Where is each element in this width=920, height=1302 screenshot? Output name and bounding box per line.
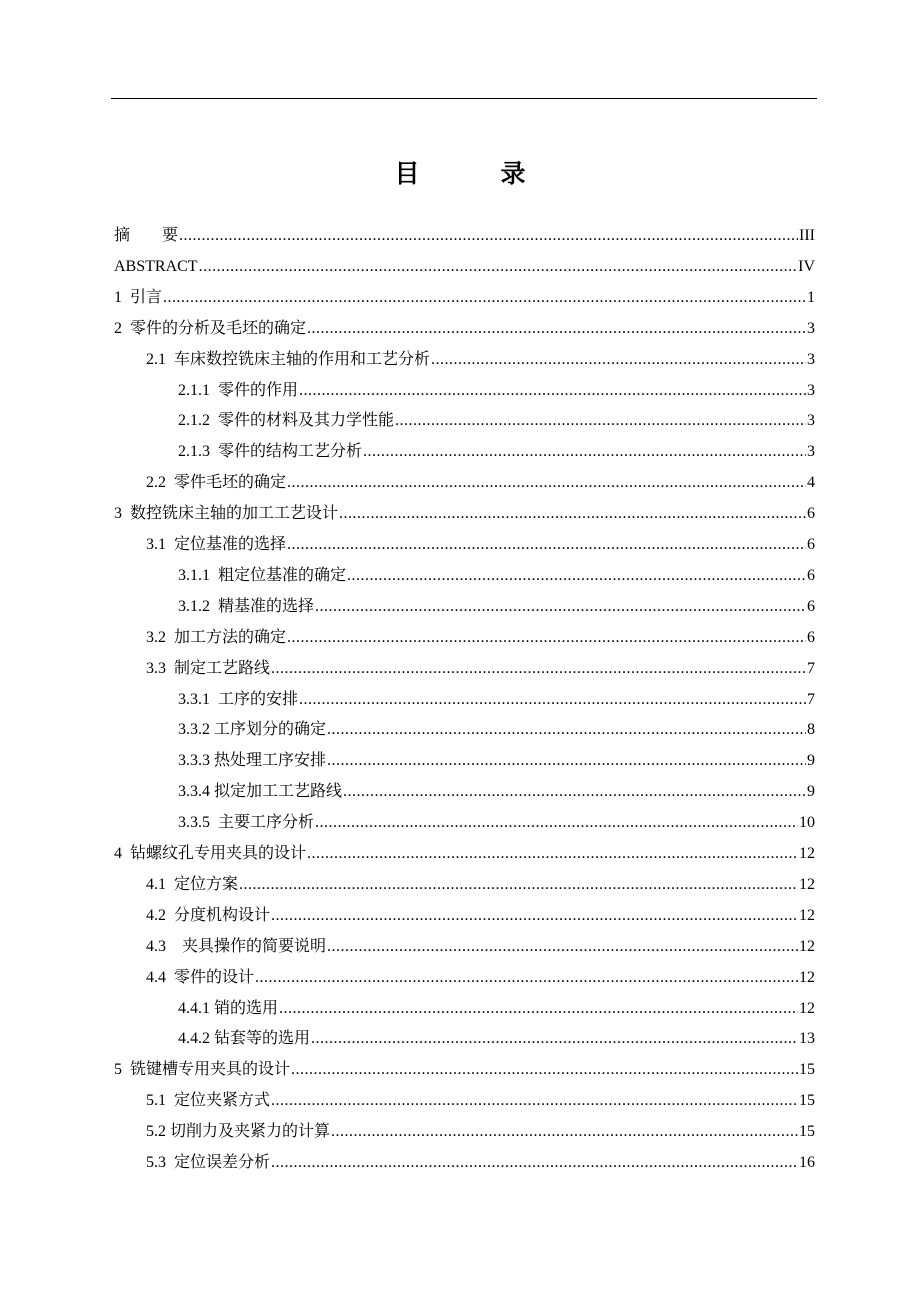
toc-entry-label: 3.3 制定工艺路线	[146, 660, 271, 677]
toc-entry-label: 5.3 定位误差分析	[146, 1154, 271, 1171]
toc-entry-label: 1 引言	[114, 289, 163, 306]
toc-entry-label: 4.3 夹具操作的简要说明	[146, 938, 327, 955]
toc-entry-label: 4 钻螺纹孔专用夹具的设计	[114, 845, 307, 862]
toc-entry[interactable]	[114, 286, 815, 310]
header-rule	[111, 98, 817, 99]
toc-entry[interactable]	[114, 1058, 815, 1082]
toc-entry-label: 2 零件的分析及毛坯的确定	[114, 320, 307, 337]
toc-leader-dots	[363, 440, 806, 464]
toc-page-number: 6	[807, 629, 815, 646]
toc-leader-dots	[315, 811, 798, 835]
toc-entry-label: 3.1.2 精基准的选择	[178, 598, 315, 615]
toc-entry-label: 4.2 分度机构设计	[146, 907, 271, 924]
toc-page-number: 10	[799, 814, 815, 831]
toc-entry-label: 3 数控铣床主轴的加工工艺设计	[114, 505, 339, 522]
toc-leader-dots	[287, 533, 806, 557]
toc-entry-label: 摘 要	[114, 227, 179, 244]
toc-leader-dots	[343, 780, 806, 804]
toc-page-number: 13	[799, 1030, 815, 1047]
toc-entry[interactable]	[146, 471, 815, 495]
toc-entry-label: 4.4.1 销的选用	[178, 1000, 279, 1017]
toc-leader-dots	[395, 409, 806, 433]
toc-page-number: 9	[807, 752, 815, 769]
toc-title: 目 录	[394, 159, 554, 188]
toc-leader-dots	[271, 657, 806, 681]
toc-page-number: 12	[799, 1000, 815, 1017]
toc-entry[interactable]	[178, 379, 815, 403]
toc-entry[interactable]	[178, 811, 815, 835]
toc-entry-label: 2.2 零件毛坯的确定	[146, 474, 287, 491]
toc-entry[interactable]	[114, 502, 815, 526]
toc-page-number: 6	[807, 598, 815, 615]
toc-entry[interactable]	[146, 626, 815, 650]
toc-entry[interactable]	[178, 718, 815, 742]
toc-page-number: 15	[799, 1123, 815, 1140]
toc-entry-label: 3.2 加工方法的确定	[146, 629, 287, 646]
toc-entry[interactable]	[178, 780, 815, 804]
toc-page-number: 3	[807, 320, 815, 337]
toc-page-number: 6	[807, 536, 815, 553]
toc-entry[interactable]	[178, 749, 815, 773]
toc-page-number: 12	[799, 969, 815, 986]
toc-entry-label: 2.1.2 零件的材料及其力学性能	[178, 412, 395, 429]
toc-page-number: 12	[799, 907, 815, 924]
toc-entry[interactable]	[146, 966, 815, 990]
toc-entry-label: 3.3.2 工序划分的确定	[178, 721, 327, 738]
toc-leader-dots	[239, 873, 798, 897]
toc-entry[interactable]	[178, 595, 815, 619]
toc-entry[interactable]	[178, 409, 815, 433]
toc-entry-label: 3.3.4 拟定加工工艺路线	[178, 783, 343, 800]
toc-leader-dots	[163, 286, 806, 310]
toc-leader-dots	[291, 1058, 798, 1082]
toc-leader-dots	[287, 471, 806, 495]
toc-page-number: 6	[807, 505, 815, 522]
toc-entry[interactable]	[114, 317, 815, 341]
toc-page-number: 8	[807, 721, 815, 738]
toc-page-number: 7	[807, 660, 815, 677]
toc-leader-dots	[307, 842, 798, 866]
toc-page-number: 15	[799, 1092, 815, 1109]
toc-leader-dots	[287, 626, 806, 650]
toc-page-number: 9	[807, 783, 815, 800]
toc-page-number: 6	[807, 567, 815, 584]
toc-entry-label: 3.3.1 工序的安排	[178, 691, 299, 708]
toc-entry[interactable]	[146, 1120, 815, 1144]
toc-entry[interactable]	[146, 348, 815, 372]
toc-entry-label: 4.4.2 钻套等的选用	[178, 1030, 311, 1047]
toc-leader-dots	[271, 904, 798, 928]
toc-leader-dots	[327, 718, 806, 742]
toc-page-number: 7	[807, 691, 815, 708]
toc-entry[interactable]	[146, 1089, 815, 1113]
toc-leader-dots	[179, 224, 798, 248]
toc-leader-dots	[327, 935, 798, 959]
toc-entry[interactable]	[146, 873, 815, 897]
toc-leader-dots	[199, 255, 798, 279]
toc-leader-dots	[311, 1027, 798, 1051]
toc-page-number: 1	[807, 289, 815, 306]
toc-page-number: 12	[799, 938, 815, 955]
toc-entry[interactable]	[178, 564, 815, 588]
toc-leader-dots	[431, 348, 806, 372]
toc-entry[interactable]	[178, 1027, 815, 1051]
toc-leader-dots	[347, 564, 806, 588]
toc-page-number: 3	[807, 443, 815, 460]
toc-entry[interactable]	[146, 935, 815, 959]
toc-entry[interactable]	[146, 533, 815, 557]
toc-entry[interactable]	[178, 440, 815, 464]
toc-entry-label: 5 铣键槽专用夹具的设计	[114, 1061, 291, 1078]
toc-entry-label: 3.1 定位基准的选择	[146, 536, 287, 553]
toc-page-number: 4	[807, 474, 815, 491]
toc-entry-label: 4.4 零件的设计	[146, 969, 255, 986]
toc-entry[interactable]	[178, 688, 815, 712]
toc-entry[interactable]	[146, 904, 815, 928]
toc-entry-label: 2.1 车床数控铣床主轴的作用和工艺分析	[146, 351, 431, 368]
toc-leader-dots	[307, 317, 806, 341]
toc-page-number: 15	[799, 1061, 815, 1078]
toc-leader-dots	[255, 966, 798, 990]
toc-entry[interactable]	[146, 657, 815, 681]
toc-entry-label: 3.1.1 粗定位基准的确定	[178, 567, 347, 584]
toc-entry-label: 3.3.5 主要工序分析	[178, 814, 315, 831]
toc-leader-dots	[299, 379, 806, 403]
toc-page-number: 12	[799, 876, 815, 893]
toc-leader-dots	[327, 749, 806, 773]
toc-leader-dots	[279, 997, 798, 1021]
toc-entry[interactable]	[114, 224, 815, 248]
toc-page-number: 16	[799, 1154, 815, 1171]
toc-leader-dots	[315, 595, 806, 619]
toc-entry-label: 2.1.3 零件的结构工艺分析	[178, 443, 363, 460]
toc-leader-dots	[271, 1089, 798, 1113]
toc-page-number: IV	[798, 258, 815, 275]
toc-entry-label: 5.1 定位夹紧方式	[146, 1092, 271, 1109]
toc-entry-label: ABSTRACT	[114, 258, 198, 275]
toc-page-number: 12	[799, 845, 815, 862]
toc-entry[interactable]	[146, 1151, 815, 1175]
toc-leader-dots	[331, 1120, 798, 1144]
toc-leader-dots	[339, 502, 806, 526]
toc-leader-dots	[299, 688, 806, 712]
toc-entry-label: 3.3.3 热处理工序安排	[178, 752, 327, 769]
toc-page-number: III	[799, 227, 815, 244]
toc-page-number: 3	[807, 351, 815, 368]
toc-entry[interactable]	[114, 255, 815, 279]
toc-entry[interactable]	[114, 842, 815, 866]
toc-entry-label: 2.1.1 零件的作用	[178, 382, 299, 399]
toc-entry-label: 4.1 定位方案	[146, 876, 239, 893]
toc-page-number: 3	[807, 382, 815, 399]
toc-entry-label: 5.2 切削力及夹紧力的计算	[146, 1123, 331, 1140]
toc-page-number: 3	[807, 412, 815, 429]
toc-leader-dots	[271, 1151, 798, 1175]
toc-entry[interactable]	[178, 997, 815, 1021]
